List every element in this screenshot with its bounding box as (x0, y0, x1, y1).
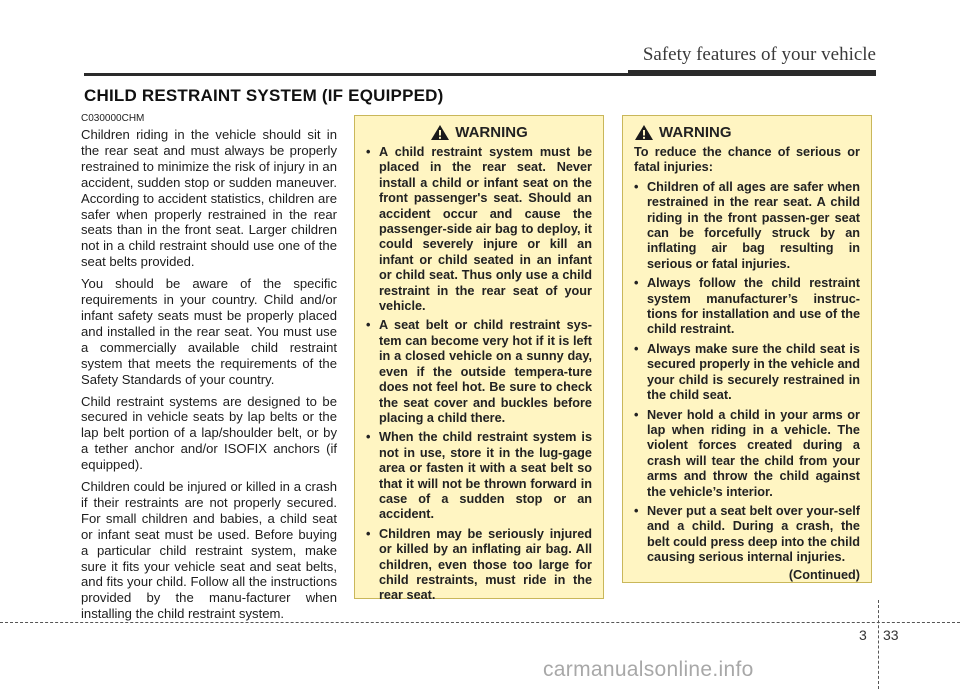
warning-item: • Never put a seat belt over your-self and a child. During a crash, the belt could press deep into the child causing serious internal injuries. (634, 504, 860, 566)
warning-intro: To reduce the chance of serious or fatal injuries: (634, 145, 860, 175)
warning-list (634, 180, 860, 566)
warning-title: WARNING (659, 123, 732, 141)
warning-header (634, 124, 860, 141)
continued-label: (Continued) (788, 567, 860, 582)
page-number: 33 (883, 627, 899, 643)
watermark: carmanualsonline.info (543, 658, 754, 681)
warning-box-1 (354, 115, 604, 603)
body-paragraph: Children riding in the vehicle should sit in the rear seat and must always be properly restrained to minimize the risk of injury in an accident, sudden stop or sudden maneuver. According to accident statistics, children are safer when properly restrained in the rear seats than in the front seat. Larger children not in a child restraint should use one of the seat belts provided. (81, 127, 337, 270)
warning-item: • When the child restraint system is not in use, store it in the lug-gage area or fasten it with a seat belt so that it will not be thrown forward in case of a sudden stop or an accident. (366, 430, 592, 522)
warning-item: • Never hold a child in your arms or lap when riding in a vehicle. The violent forces created during a crash will tear the child from your arms and throw the child against the vehicle’s interior. (634, 408, 860, 500)
warning-list (366, 145, 592, 604)
warning-item: • A seat belt or child restraint sys-tem can become very hot if it is left in a closed vehicle on a sunny day, even if the outside tempera-ture does not feel hot. Be sure to check the seat cover and buckles before placing a child there. (366, 318, 592, 426)
body-paragraph: Child restraint systems are designed to be secured in vehicle seats by lap belts or the lap belt portion of a lap/shoulder belt, or by a tether anchor and/or ISOFIX anchors (if equipped). (81, 393, 337, 473)
footer-rule (0, 622, 960, 623)
warning-header (366, 124, 592, 141)
body-paragraph: Children could be injured or killed in a crash if their restraints are not properly secured. For small children and babies, a child seat or infant seat must be used. Before buying a particular child restraint system, make sure it fits your vehicle seat and seat belts, and fits your child. Follow all the instructions provided by the manu-facturer when installing the child restraint system. (81, 479, 337, 622)
warning-item: • Children may be seriously injured or killed by an inflating air bag. All children, even those too large for child restraints, must ride in the rear seat. (366, 527, 592, 604)
warning-item: • A child restraint system must be placed in the rear seat. Never install a child or infant seat on the front passenger's seat. Should an accident occur and cause the passenger-side air bag to deploy, it could severely injure or kill an infant or child seated in an infant or child seat. Thus only use a child restraint in the rear seat of your vehicle. (366, 145, 592, 314)
body-paragraph: You should be aware of the specific requirements in your country. Child and/or infant safety seats must be properly placed and installed in the rear seat. You must use a commercially available child restraint system that meets the requirements of the Safety Standards of your country. (81, 276, 337, 387)
warning-triangle-icon (430, 124, 450, 141)
warning-item: • Always follow the child restraint system manufacturer’s instruc-tions for installation and use of the child restraint. (634, 276, 860, 338)
warning-item: • Children of all ages are safer when restrained in the rear seat. A child riding in the front passen-ger seat can be forcefully struck by an inflating air bag resulting in serious or fatal injuries. (634, 180, 860, 272)
section-code: C030000CHM (81, 113, 145, 124)
warning-triangle-icon (634, 124, 654, 141)
body-text-column (81, 127, 337, 628)
footer-divider (878, 600, 879, 689)
warning-box-2 (622, 115, 872, 583)
warning-title: WARNING (455, 123, 528, 141)
warning-item: • Always make sure the child seat is secured properly in the vehicle and your child is securely restrained in the child seat. (634, 342, 860, 404)
section-heading: CHILD RESTRAINT SYSTEM (IF EQUIPPED) (84, 86, 444, 105)
header-rule (84, 73, 876, 76)
chapter-number: 3 (859, 627, 867, 643)
header-title: Safety features of your vehicle (642, 44, 876, 65)
